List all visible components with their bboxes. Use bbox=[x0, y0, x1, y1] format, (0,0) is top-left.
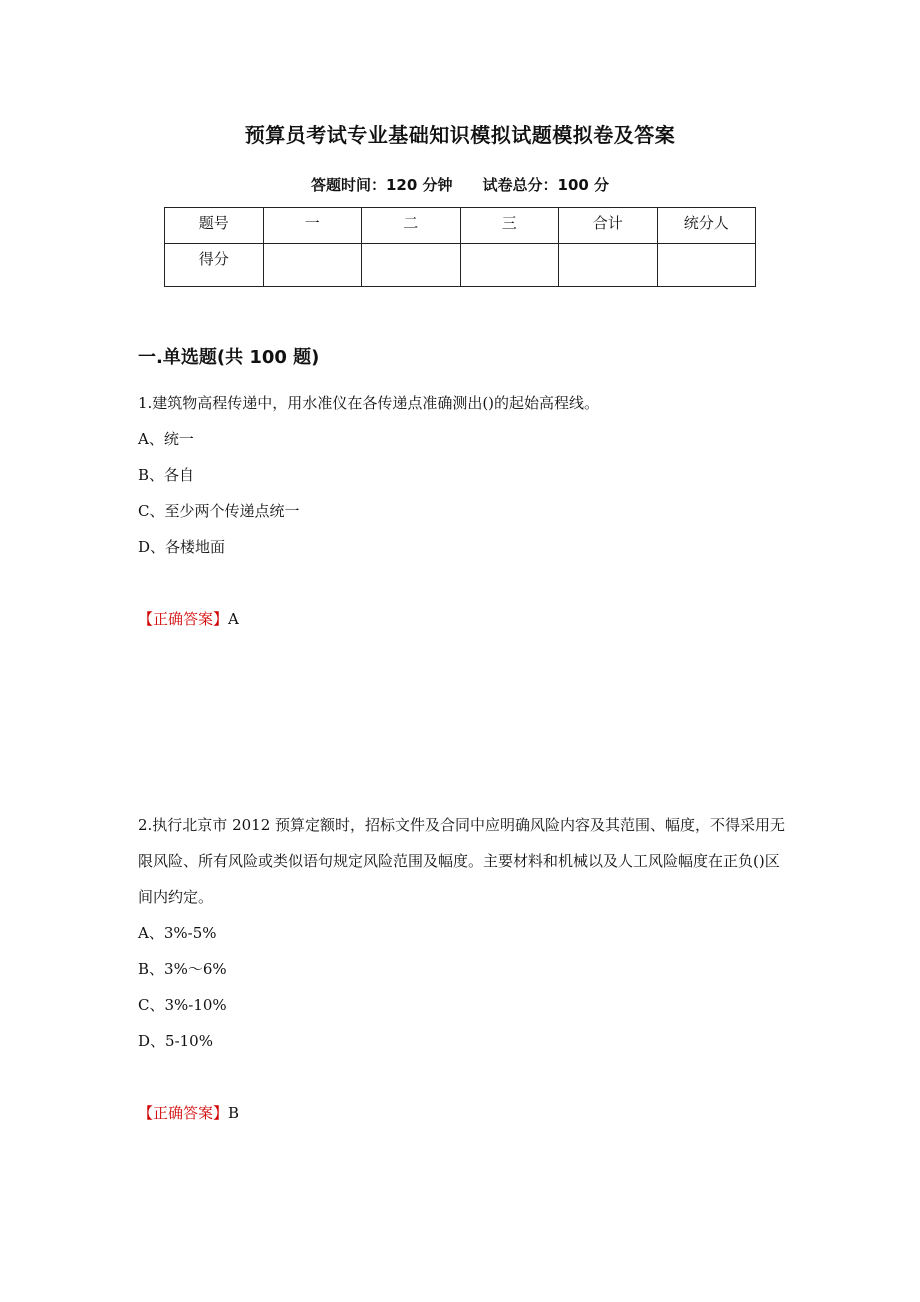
score-cell bbox=[362, 244, 461, 287]
score-table-header-cell: 统分人 bbox=[657, 208, 756, 244]
question-2-option-d: D、5-10% bbox=[138, 1032, 213, 1050]
score-cell bbox=[657, 244, 756, 287]
question-2-option-b: B、3%～6% bbox=[138, 960, 227, 978]
answer-value: A bbox=[228, 610, 239, 628]
score-table-header-cell: 合计 bbox=[559, 208, 658, 244]
score-cell bbox=[460, 244, 559, 287]
score-table-header-cell: 三 bbox=[460, 208, 559, 244]
score-table bbox=[164, 207, 756, 287]
answer-value: B bbox=[228, 1104, 240, 1122]
score-cell bbox=[559, 244, 658, 287]
score-table-score-row bbox=[165, 244, 756, 287]
question-1-option-d: D、各楼地面 bbox=[138, 538, 226, 556]
question-1-option-b: B、各自 bbox=[138, 466, 195, 484]
question-2-option-c: C、3%-10% bbox=[138, 996, 227, 1014]
question-2-text: 2.执行北京市 2012 预算定额时，招标文件及合同中应明确风险内容及其范围、幅度，不得采用无限风险、所有风险或类似语句规定风险范围及幅度。主要材料和机械以及人工风险幅度在正负()区间内约定。 bbox=[138, 816, 786, 906]
score-table-header-cell: 二 bbox=[362, 208, 461, 244]
question-1-option-a: A、统一 bbox=[138, 430, 194, 448]
score-table-header-cell: 一 bbox=[263, 208, 362, 244]
document-title: 预算员考试专业基础知识模拟试题模拟卷及答案 bbox=[244, 123, 676, 147]
question-1-text: 1.建筑物高程传递中，用水准仪在各传递点准确测出()的起始高程线。 bbox=[138, 394, 600, 412]
answer-label: 【正确答案】 bbox=[138, 610, 229, 628]
score-table-header-row bbox=[165, 208, 756, 244]
score-cell bbox=[263, 244, 362, 287]
question-2-answer bbox=[138, 1102, 239, 1124]
total-score: 试卷总分：100 分 bbox=[482, 176, 610, 194]
exam-info bbox=[0, 174, 920, 196]
question-1-option-c: C、至少两个传递点统一 bbox=[138, 502, 300, 520]
score-table-header-cell: 题号 bbox=[165, 208, 264, 244]
question-1-answer bbox=[138, 608, 239, 630]
question-2-option-a: A、3%-5% bbox=[138, 924, 217, 942]
exam-time: 答题时间：120 分钟 bbox=[310, 176, 453, 194]
score-row-label: 得分 bbox=[165, 244, 264, 287]
section-title: 一.单选题(共 100 题) bbox=[138, 347, 320, 368]
answer-label: 【正确答案】 bbox=[138, 1104, 229, 1122]
